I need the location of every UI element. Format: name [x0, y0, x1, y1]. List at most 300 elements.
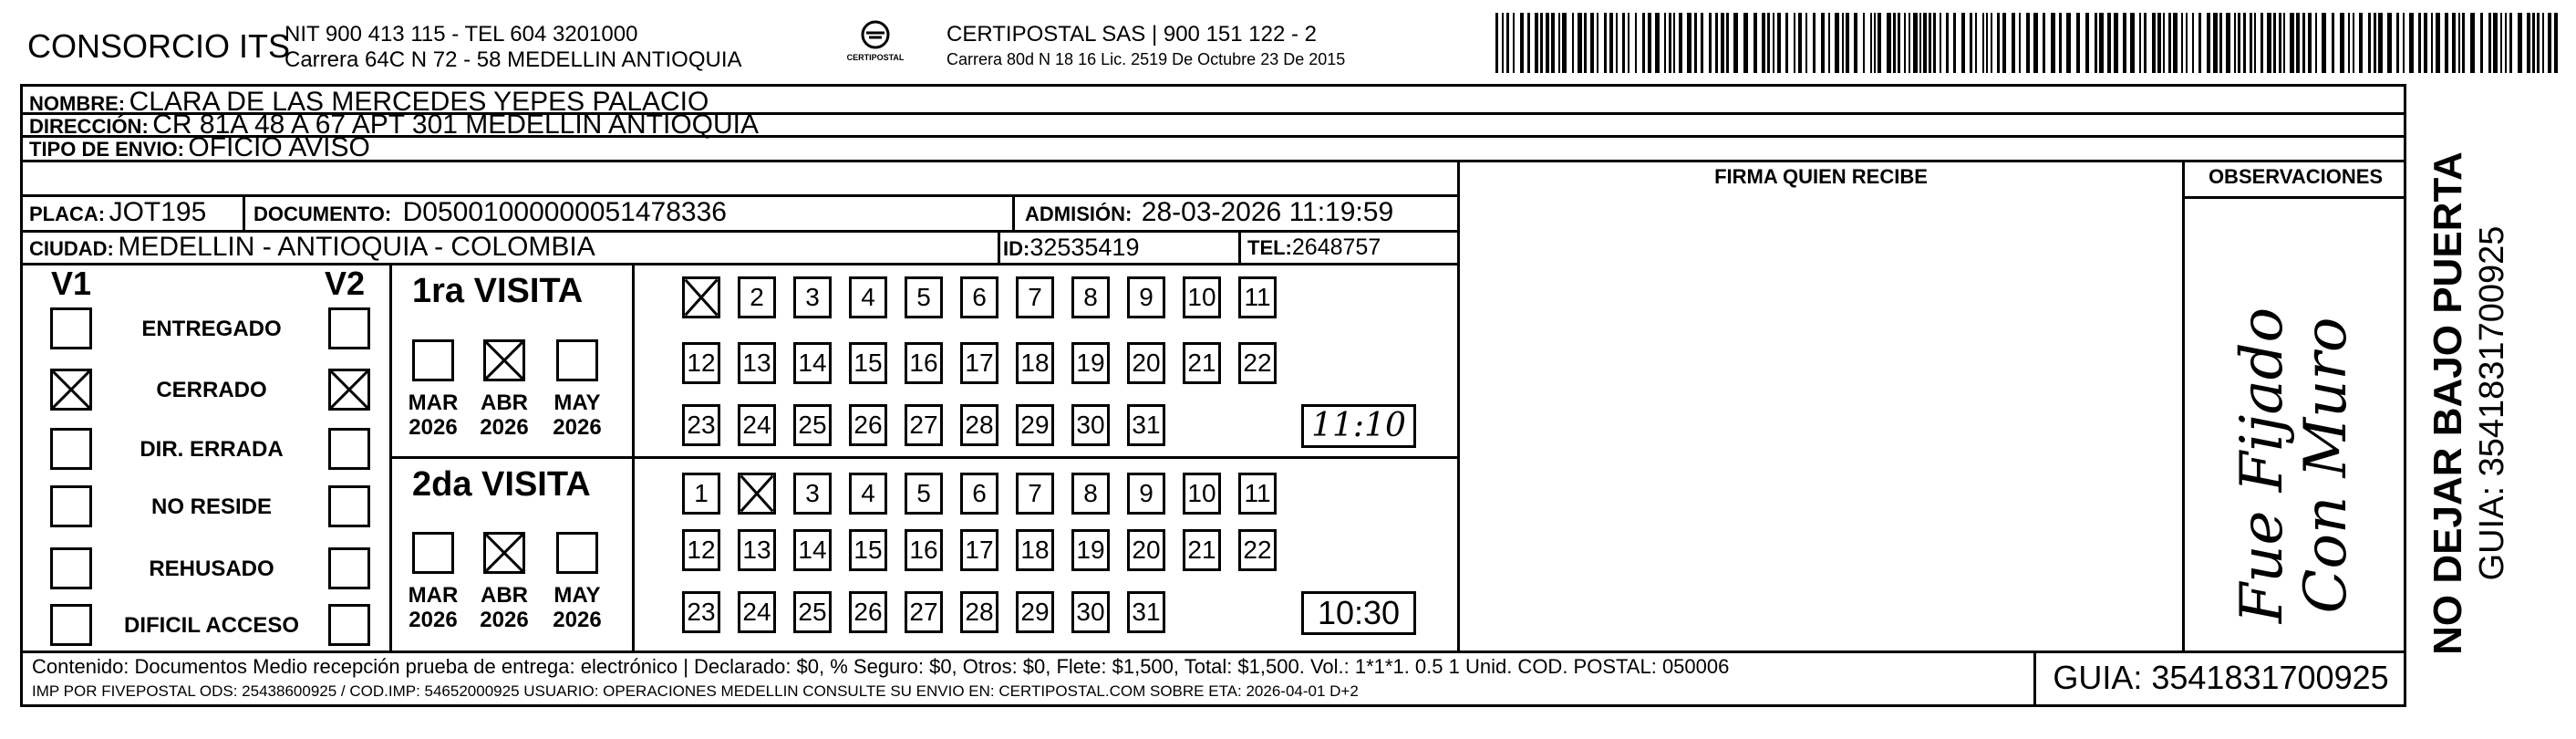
nombre-label: NOMBRE:: [29, 92, 126, 115]
barcode-bar: [1898, 13, 1900, 73]
barcode-bar: [2403, 13, 2405, 73]
visit1-month-label: [472, 390, 536, 440]
visit2-day-31[interactable]: 31: [1127, 591, 1165, 633]
barcode-bar: [2505, 13, 2507, 73]
ciudad-cell: [29, 232, 595, 267]
barcode-bar: [1655, 13, 1660, 73]
barcode-bar: [2353, 13, 2354, 73]
company-address: Carrera 64C N 72 - 58 MEDELLIN ANTIOQUIA: [284, 47, 742, 72]
barcode-bar: [2348, 13, 2350, 73]
admision-cell: [1025, 196, 1393, 234]
barcode-bar: [1628, 13, 1629, 73]
barcode-bar: [1828, 13, 1830, 73]
barcode-bar: [2186, 13, 2188, 73]
barcode-bar: [2308, 13, 2312, 73]
visit2-month-checkbox-abr[interactable]: [483, 532, 525, 574]
visit1-day-9[interactable]: 9: [1127, 276, 1165, 318]
barcode-bar: [1679, 13, 1682, 73]
barcode-bar: [2043, 13, 2045, 73]
month-name: ABR: [481, 583, 528, 608]
barcode-bar: [2254, 13, 2256, 73]
ciudad-label: CIUDAD:: [29, 237, 114, 260]
barcode-bar: [2500, 13, 2502, 73]
firma-label: FIRMA QUIEN RECIBE: [1714, 165, 1928, 188]
barcode-bar: [2493, 13, 2498, 73]
barcode-bar: [2462, 13, 2465, 73]
admision-value: 28-03-2026 11:19:59: [1141, 197, 1394, 227]
v1-checkbox-cerrado[interactable]: [50, 369, 92, 411]
barcode-bar: [1616, 13, 1618, 73]
barcode-bar: [2470, 13, 2475, 73]
visit2-day-27[interactable]: 27: [905, 591, 943, 633]
barcode-bar: [2238, 13, 2240, 73]
barcode-bar: [1669, 13, 1671, 73]
barcode-bar: [2173, 13, 2178, 73]
visit1-day-12[interactable]: 12: [682, 342, 720, 384]
barcode-bar: [1874, 13, 1876, 73]
month-name: ABR: [481, 390, 528, 415]
direccion-value: CR 81A 48 A 67 APT 301 MEDELLIN ANTIOQUIA: [152, 109, 760, 140]
barcode-bar: [1893, 13, 1896, 73]
visit2-month-label: [545, 583, 609, 632]
visit2-day-26[interactable]: 26: [849, 591, 887, 633]
documento-label: DOCUMENTO:: [253, 203, 392, 225]
visit1-month-checkbox-mar[interactable]: [412, 339, 454, 381]
visit1-day-7[interactable]: 7: [1016, 276, 1054, 318]
visit2-day-23[interactable]: 23: [682, 591, 720, 633]
visit1-day-13[interactable]: 13: [738, 342, 776, 384]
barcode-bar: [2296, 13, 2300, 73]
barcode-bar: [1572, 13, 1574, 73]
visit2-day-25[interactable]: 25: [793, 591, 832, 633]
visit2-day-17[interactable]: 17: [960, 529, 998, 571]
barcode-bar: [2418, 13, 2421, 73]
barcode-bar: [1929, 13, 1931, 73]
month-name: MAR: [408, 583, 459, 608]
barcode-bar: [2260, 13, 2263, 73]
visit2-month-checkbox-may[interactable]: [556, 532, 598, 574]
barcode-bar: [1785, 13, 1788, 73]
barcode-bar: [2085, 13, 2089, 73]
barcode-bar: [2076, 13, 2080, 73]
barcode-bar: [2012, 13, 2015, 73]
barcode-bar: [2250, 13, 2252, 73]
status-label: REHUSADO: [149, 557, 274, 581]
barcode-bar: [2488, 13, 2491, 73]
status-label: ENTREGADO: [141, 317, 282, 341]
barcode-bar: [1842, 13, 1844, 73]
id-value: 32535419: [1029, 234, 1140, 261]
status-label: NO RESIDE: [150, 494, 273, 519]
visit2-month-label: [472, 583, 536, 632]
barcode-bar: [1687, 13, 1691, 73]
visit2-day-7[interactable]: 7: [1016, 473, 1054, 515]
documento-cell: [253, 196, 727, 234]
tel-label: TEL:: [1247, 236, 1292, 259]
barcode-bar: [2219, 13, 2222, 73]
visit2-day-4[interactable]: 4: [849, 473, 887, 515]
v1-header: V1: [51, 265, 92, 302]
barcode-bar: [1635, 13, 1637, 73]
barcode-bar: [2273, 13, 2276, 73]
barcode-bar: [1597, 13, 1598, 73]
barcode-bar: [1762, 13, 1765, 73]
barcode-bar: [2107, 13, 2111, 73]
barcode-bar: [1558, 13, 1560, 73]
barcode-bar: [1578, 13, 1582, 73]
visit2-day-19[interactable]: 19: [1071, 529, 1110, 571]
barcode-bar: [1551, 13, 1555, 73]
visit1-day-3[interactable]: 3: [793, 276, 832, 318]
visit2-day-28[interactable]: 28: [960, 591, 998, 633]
placa-value: JOT195: [109, 197, 207, 227]
barcode-bar: [2396, 13, 2399, 73]
observaciones-handwriting: [2185, 201, 2406, 648]
visit1-month-checkbox-abr[interactable]: [483, 339, 525, 381]
barcode-bar: [1709, 13, 1712, 73]
footer-guia: GUIA: 3541831700925: [2053, 659, 2389, 696]
id-label: ID:: [1003, 237, 1030, 260]
barcode-bar: [2267, 13, 2271, 73]
footer-contenido: Contenido: Documentos Medio recepción prueba de entrega: electrónico | Declarado: $0, % Seguro: $0, Otros: $0, Flete: $1,500, Total: $1,500. Vol.: 1*1*1. 0.5 1 Unid. COD. POSTAL: 050006: [32, 655, 1730, 678]
barcode-bar: [2130, 13, 2135, 73]
documento-value: D05001000000051478336: [402, 197, 727, 227]
visit1-day-23[interactable]: 23: [682, 404, 720, 446]
visit2-day-14[interactable]: 14: [793, 529, 832, 571]
barcode-bar: [1609, 13, 1613, 73]
barcode-bar: [1701, 13, 1703, 73]
visit1-day-16[interactable]: 16: [905, 342, 943, 384]
barcode-bar: [1546, 13, 1549, 73]
placa-cell: [29, 196, 206, 234]
month-name: MAR: [408, 390, 459, 415]
barcode-bar: [2066, 13, 2071, 73]
barcode-bar: [1502, 13, 1504, 73]
barcode-bar: [1694, 13, 1697, 73]
barcode-bar: [1919, 13, 1921, 73]
barcode-bar: [2332, 13, 2334, 73]
barcode-bar: [1584, 13, 1587, 73]
barcode-bar: [1721, 13, 1724, 73]
nombre-value: CLARA DE LAS MERCEDES YEPES PALACIO: [129, 87, 709, 117]
barcode-bar: [2290, 13, 2294, 73]
barcode-bar: [2340, 13, 2344, 73]
visit1-day-20[interactable]: 20: [1127, 342, 1165, 384]
v2-header: V2: [325, 265, 366, 302]
barcode-bar: [2302, 13, 2305, 73]
visit1-day-5[interactable]: 5: [905, 276, 943, 318]
barcode-bar: [1642, 13, 1645, 73]
status-label: DIR. ERRADA: [140, 437, 284, 462]
barcode-bar: [1986, 13, 1988, 73]
visit1-day-4[interactable]: 4: [849, 276, 887, 318]
month-year: 2026: [409, 608, 458, 632]
barcode-bar: [1997, 13, 2000, 73]
v1-checkbox-dificil-acceso[interactable]: [50, 604, 92, 646]
visit2-day-1[interactable]: 1: [682, 473, 720, 515]
barcode-bar: [2243, 13, 2246, 73]
barcode-bar: [1991, 13, 1992, 73]
barcode-bar: [2279, 13, 2281, 73]
placa-label: PLACA:: [29, 203, 106, 225]
barcode-bar: [2445, 13, 2448, 73]
barcode-bar: [1622, 13, 1625, 73]
company-nit: NIT 900 413 115 - TEL 604 3201000: [284, 22, 638, 47]
barcode-bar: [1953, 13, 1956, 73]
barcode-bar: [1513, 13, 1515, 73]
v1-checkbox-no-reside[interactable]: [50, 485, 92, 527]
side-guia: GUIA: 3541831700925: [2473, 225, 2511, 581]
barcode-bar: [1733, 13, 1738, 73]
barcode-bar: [2378, 13, 2383, 73]
visit1-day-11[interactable]: 11: [1238, 276, 1277, 318]
visit1-day-29[interactable]: 29: [1016, 404, 1054, 446]
visit2-day-29[interactable]: 29: [1016, 591, 1054, 633]
barcode-bar: [2181, 13, 2183, 73]
month-year: 2026: [553, 415, 602, 440]
v2-checkbox-no-reside[interactable]: [328, 485, 370, 527]
barcode-bar: [1664, 13, 1666, 73]
visit2-day-12[interactable]: 12: [682, 529, 720, 571]
visit1-day-26[interactable]: 26: [849, 404, 887, 446]
barcode-bar: [2554, 13, 2558, 73]
barcode-bar: [1940, 13, 1941, 73]
barcode-bar: [2374, 13, 2376, 73]
v2-checkbox-cerrado[interactable]: [328, 369, 370, 411]
barcode-bar: [2322, 13, 2326, 73]
visit1-day-25[interactable]: 25: [793, 404, 832, 446]
visit1-day-17[interactable]: 17: [960, 342, 998, 384]
barcode-bar: [1777, 13, 1781, 73]
barcode-bar: [1923, 13, 1927, 73]
barcode-bar: [2226, 13, 2230, 73]
footer-imp: IMP POR FIVEPOSTAL ODS: 25438600925 / COD.IMP: 54652000925 USUARIO: OPERACIONES MEDELLIN CONSULTE SU ENVIO EN: CERTIPOSTAL.COM SOBRE ETA: 2026-04-01 D+2: [32, 682, 1359, 700]
barcode-bar: [2368, 13, 2371, 73]
carrier-address: Carrera 80d N 18 16 Lic. 2519 De Octubre 23 De 2015: [947, 50, 1346, 68]
visit1-day-2[interactable]: 2: [738, 276, 776, 318]
barcode-bar: [1946, 13, 1949, 73]
visit1-day-31[interactable]: 31: [1127, 404, 1165, 446]
v1-checkbox-dir-errada[interactable]: [50, 428, 92, 470]
barcode-bar: [2537, 13, 2540, 73]
barcode-bar: [1743, 13, 1748, 73]
visit2-month-label: [401, 583, 465, 632]
v2-checkbox-entregado[interactable]: [328, 307, 370, 349]
side-warning: NO DEJAR BAJO PUERTA: [2426, 151, 2470, 655]
barcode-bar: [1773, 13, 1774, 73]
certipostal-logo: [839, 18, 912, 68]
carrier-name: CERTIPOSTAL SAS | 900 151 122 - 2: [947, 22, 1317, 47]
visit2-day-11[interactable]: 11: [1238, 473, 1277, 515]
visit1-day-21[interactable]: 21: [1183, 342, 1221, 384]
logo-text: CERTIPOSTAL: [846, 53, 905, 62]
barcode-bar: [1878, 13, 1881, 73]
visit1-day-24[interactable]: 24: [738, 404, 776, 446]
visit1-day-28[interactable]: 28: [960, 404, 998, 446]
barcode-bar: [1970, 13, 1972, 73]
admision-label: ADMISIÓN:: [1025, 203, 1133, 225]
v2-checkbox-dificil-acceso[interactable]: [328, 604, 370, 646]
month-year: 2026: [409, 415, 458, 440]
barcode-bar: [2095, 13, 2097, 73]
barcode-bar: [1835, 13, 1839, 73]
barcode-bar: [2542, 13, 2544, 73]
barcode-bar: [2123, 13, 2126, 73]
status-label: CERRADO: [156, 378, 267, 402]
barcode-bar: [2157, 13, 2161, 73]
barcode-bar: [2436, 13, 2440, 73]
v2-checkbox-rehusado[interactable]: [328, 547, 370, 589]
visit1-day-27[interactable]: 27: [905, 404, 943, 446]
barcode-bar: [2019, 13, 2021, 73]
barcode-bar: [1767, 13, 1770, 73]
visit2-day-24[interactable]: 24: [738, 591, 776, 633]
barcode-bar: [2033, 13, 2038, 73]
visit2-day-10[interactable]: 10: [1183, 473, 1221, 515]
barcode-bar: [1805, 13, 1807, 73]
visit1-day-19[interactable]: 19: [1071, 342, 1110, 384]
barcode-bar: [1870, 13, 1872, 73]
barcode-bar: [2213, 13, 2218, 73]
visit2-day-6[interactable]: 6: [960, 473, 998, 515]
barcode-bar: [1648, 13, 1651, 73]
month-name: MAY: [553, 390, 601, 415]
visit2-month-checkbox-mar[interactable]: [412, 532, 454, 574]
visit1-month-label: [545, 390, 609, 440]
barcode-bar: [1726, 13, 1729, 73]
barcode-bar: [2168, 13, 2171, 73]
visit2-day-5[interactable]: 5: [905, 473, 943, 515]
barcode-bar: [2163, 13, 2165, 73]
tipo-label: TIPO DE ENVIO:: [29, 138, 184, 161]
visit2-day-30[interactable]: 30: [1071, 591, 1110, 633]
barcode-bar: [2144, 13, 2147, 73]
barcode-bar: [1794, 13, 1795, 73]
barcode-bar: [1933, 13, 1936, 73]
ciudad-value: MEDELLIN - ANTIOQUIA - COLOMBIA: [118, 232, 595, 262]
visit2-day-2[interactable]: [738, 473, 776, 515]
barcode-bar: [2002, 13, 2006, 73]
visit2-day-13[interactable]: 13: [738, 529, 776, 571]
visit2-day-18[interactable]: 18: [1016, 529, 1054, 571]
barcode-bar: [2548, 13, 2551, 73]
tipo-row: [29, 132, 370, 165]
visit1-day-14[interactable]: 14: [793, 342, 832, 384]
barcode-bar: [2518, 13, 2522, 73]
visit1-day-15[interactable]: 15: [849, 342, 887, 384]
barcode-bar: [1520, 13, 1524, 73]
direccion-label: DIRECCIÓN:: [29, 115, 149, 138]
visit2-day-9[interactable]: 9: [1127, 473, 1165, 515]
tel-cell: [1247, 232, 1381, 266]
barcode-bar: [2207, 13, 2210, 73]
visit1-day-30[interactable]: 30: [1071, 404, 1110, 446]
tipo-value: OFICIO AVISO: [188, 132, 370, 162]
visit2-day-3[interactable]: 3: [793, 473, 832, 515]
barcode-bar: [2527, 13, 2530, 73]
visit2-day-16[interactable]: 16: [905, 529, 943, 571]
barcode-bar: [2051, 13, 2055, 73]
visit1-day-22[interactable]: 22: [1238, 342, 1277, 384]
barcode-bar: [1887, 13, 1891, 73]
barcode-bar: [1961, 13, 1965, 73]
barcode-bar: [2424, 13, 2427, 73]
barcode-bar: [2409, 13, 2414, 73]
barcode-bar: [2532, 13, 2535, 73]
visit1-title: 1ra VISITA: [412, 272, 584, 310]
barcode-bar: [1495, 13, 1498, 73]
v1-checkbox-entregado[interactable]: [50, 307, 92, 349]
barcode-bar: [1604, 13, 1607, 73]
barcode-bar: [1863, 13, 1865, 73]
company-name: CONSORCIO ITS: [27, 27, 291, 65]
observaciones-label: OBSERVACIONES: [2208, 165, 2384, 188]
tel-value: 2648757: [1291, 234, 1381, 260]
barcode-bar: [1798, 13, 1802, 73]
month-year: 2026: [553, 608, 602, 632]
barcode-bar: [1562, 13, 1567, 73]
v1-checkbox-rehusado[interactable]: [50, 547, 92, 589]
visit2-time[interactable]: 10:30: [1301, 591, 1416, 635]
barcode-bar: [2283, 13, 2285, 73]
barcode-bar: [2315, 13, 2317, 73]
visit1-month-label: [401, 390, 465, 440]
barcode-bar: [1754, 13, 1757, 73]
barcode-bar: [1846, 13, 1849, 73]
barcode-bar: [1673, 13, 1675, 73]
visit2-day-20[interactable]: 20: [1127, 529, 1165, 571]
barcode-bar: [2509, 13, 2512, 73]
barcode-bar: [2387, 13, 2392, 73]
visit2-day-15[interactable]: 15: [849, 529, 887, 571]
barcode-bar: [1715, 13, 1718, 73]
observaciones-text: Fue Fijado Con Muro: [2229, 307, 2360, 624]
barcode-bar: [2139, 13, 2141, 73]
barcode-bar: [2198, 13, 2201, 73]
barcode-bar: [1909, 13, 1910, 73]
barcode-bar: [1527, 13, 1530, 73]
barcode-bar: [1982, 13, 1984, 73]
barcode-bar: [1913, 13, 1918, 73]
barcode-bar: [2431, 13, 2433, 73]
v2-checkbox-dir-errada[interactable]: [328, 428, 370, 470]
barcode-bar: [2458, 13, 2460, 73]
barcode-bar: [2026, 13, 2030, 73]
visit1-time[interactable]: 11:10: [1301, 404, 1416, 448]
status-label: DIFICIL ACCESO: [123, 613, 299, 638]
barcode-bar: [2099, 13, 2104, 73]
visit2-title: 2da VISITA: [412, 465, 591, 504]
barcode-bar: [1975, 13, 1977, 73]
barcode-bar: [1540, 13, 1543, 73]
visit2-day-21[interactable]: 21: [1183, 529, 1221, 571]
barcode-bar: [2234, 13, 2236, 73]
visit1-month-checkbox-may[interactable]: [556, 339, 598, 381]
visit2-day-8[interactable]: 8: [1071, 473, 1110, 515]
visit1-day-1[interactable]: [682, 276, 720, 318]
barcode-bar: [2152, 13, 2156, 73]
visit2-day-22[interactable]: 22: [1238, 529, 1277, 571]
visit1-day-10[interactable]: 10: [1183, 276, 1221, 318]
barcode-bar: [2059, 13, 2062, 73]
barcode-bar: [1590, 13, 1594, 73]
month-name: MAY: [553, 583, 601, 608]
visit1-day-18[interactable]: 18: [1016, 342, 1054, 384]
visit1-day-8[interactable]: 8: [1071, 276, 1110, 318]
barcode-bar: [1506, 13, 1509, 73]
barcode-bar: [1904, 13, 1906, 73]
visit1-day-6[interactable]: 6: [960, 276, 998, 318]
